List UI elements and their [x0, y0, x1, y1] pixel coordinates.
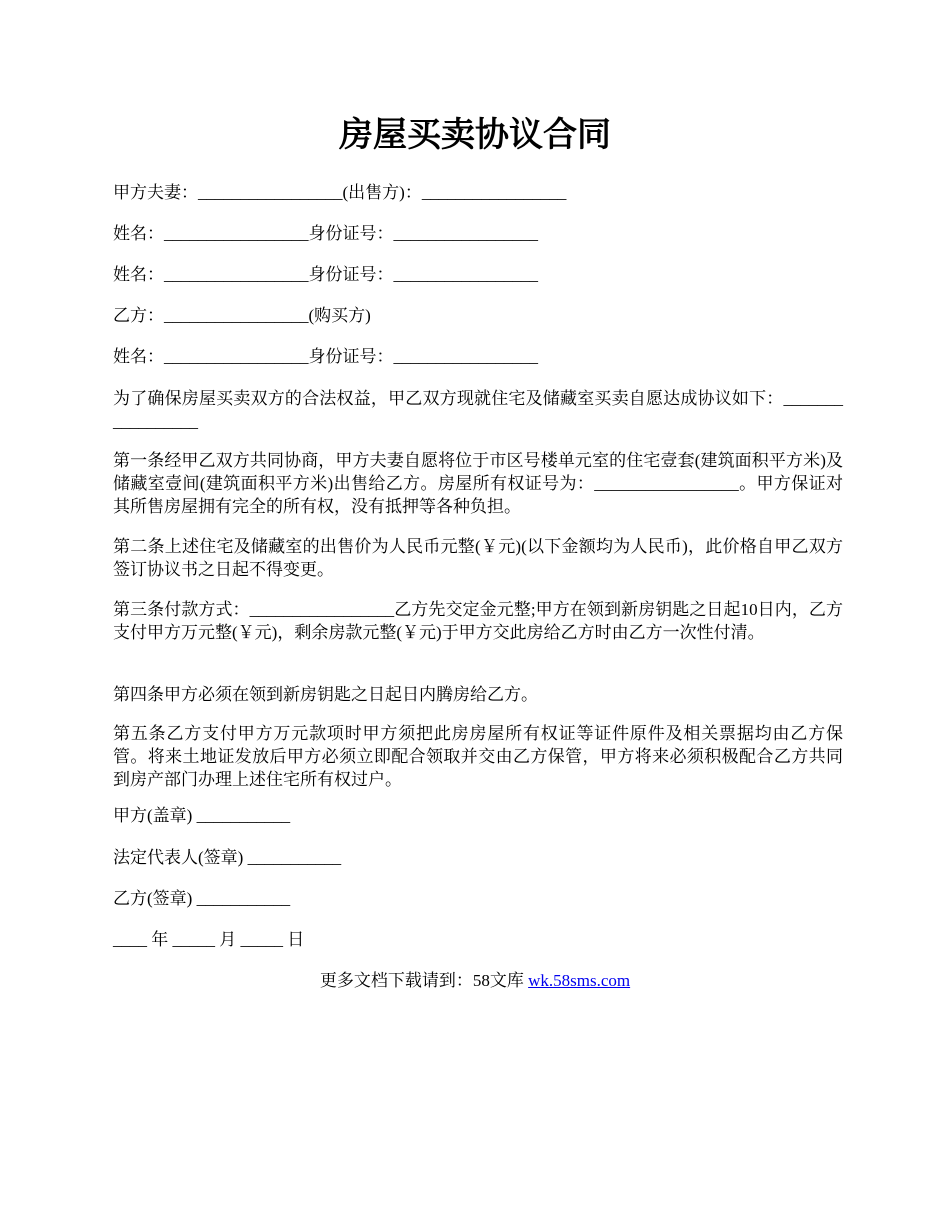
party-a-line: 甲方夫妻：_________________(出售方)：_________________ — [113, 183, 567, 202]
footer — [0, 970, 950, 992]
footer-link[interactable]: wk.58sms.com — [528, 971, 631, 990]
party-a-seal-line: 甲方(盖章) ___________ — [113, 806, 291, 825]
party-b-sign-line: 乙方(签章) ___________ — [113, 889, 291, 908]
party-a-name-line-1: 姓名：_________________身份证号：_________________ — [113, 224, 538, 243]
party-b-line: 乙方：_________________(购买方) — [113, 306, 371, 325]
legal-representative-line: 法定代表人(签章) ___________ — [113, 848, 342, 867]
article-5-paragraph: 第五条乙方支付甲方万元款项时甲方须把此房房屋所有权证等证件原件及相关票据均由乙方保管。将来土地证发放后甲方必须立即配合领取并交由乙方保管，甲方将来必须积极配合乙方共同到房产部门办理上述住宅所有权过户。 — [113, 724, 843, 789]
party-b-name-line: 姓名：_________________身份证号：_________________ — [113, 347, 538, 366]
article-1-paragraph: 第一条经甲乙双方共同协商，甲方夫妻自愿将位于市区号楼单元室的住宅壹套(建筑面积平方米)及储藏室壹间(建筑面积平方米)出售给乙方。房屋所有权证号为：_________________。甲方保证对其所售房屋拥有完全的所有权，没有抵押等各种负担。 — [113, 451, 843, 516]
party-a-name-line-2: 姓名：_________________身份证号：_________________ — [113, 265, 538, 284]
article-3-paragraph: 第三条付款方式：_________________乙方先交定金元整;甲方在领到新房钥匙之日起10日内，乙方支付甲方万元整(￥元)，剩余房款元整(￥元)于甲方交此房给乙方时由乙方一次性付清。 — [113, 600, 843, 642]
article-2-paragraph: 第二条上述住宅及储藏室的出售价为人民币元整(￥元)(以下金额均为人民币)，此价格自甲乙双方签订协议书之日起不得变更。 — [113, 537, 843, 579]
preamble-paragraph: 为了确保房屋买卖双方的合法权益，甲乙双方现就住宅及储藏室买卖自愿达成协议如下：_________________ — [113, 389, 843, 431]
footer-text: 更多文档下载请到：58文库 — [319, 971, 529, 990]
date-line: ____ 年 _____ 月 _____ 日 — [113, 930, 305, 949]
document-title: 房屋买卖协议合同 — [339, 117, 611, 154]
article-4-paragraph: 第四条甲方必须在领到新房钥匙之日起日内腾房给乙方。 — [113, 685, 538, 704]
